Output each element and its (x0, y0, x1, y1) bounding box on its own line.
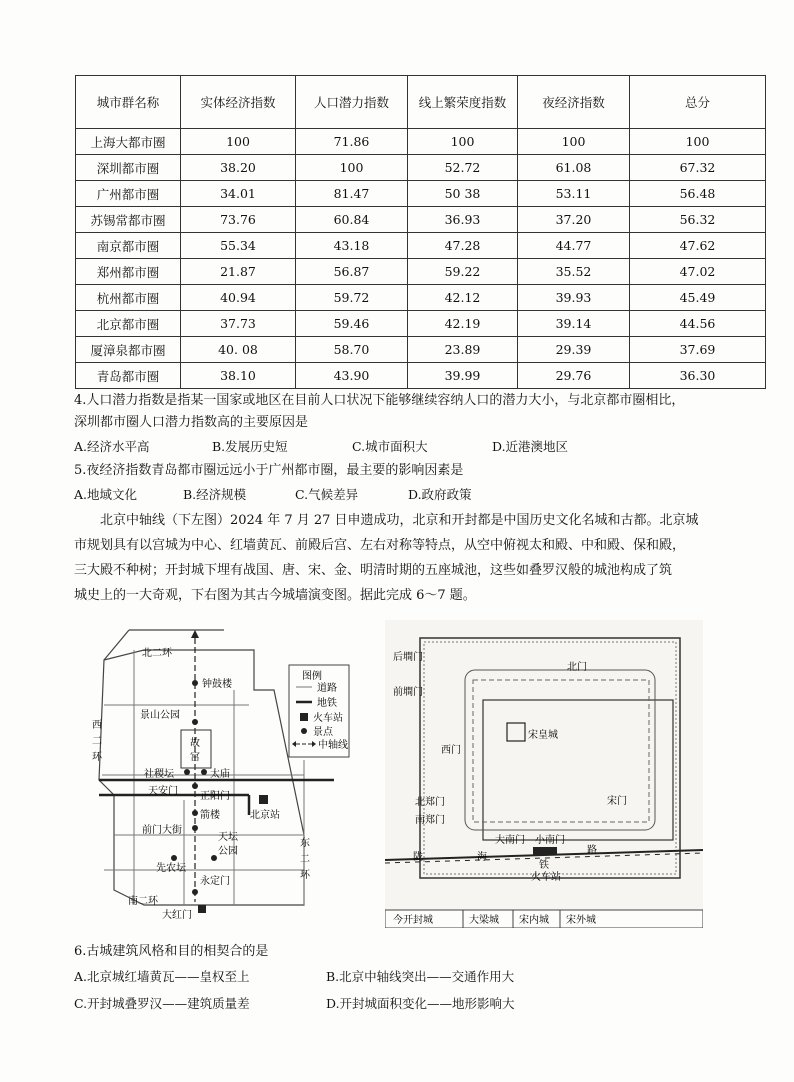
table-cell: 61.08 (518, 155, 630, 181)
passage-line1 (74, 508, 768, 533)
label-west-ring-1: 西 (92, 720, 102, 731)
table-cell: 39.14 (518, 311, 630, 337)
header-cell: 城市群名称 (76, 76, 181, 129)
table-cell: 34.01 (181, 181, 296, 207)
table-cell: 39.99 (408, 363, 518, 389)
label-tiantan-1: 天坛 (218, 832, 238, 843)
label-tiananmen: 天安门 (148, 786, 178, 797)
table-cell: 67.32 (630, 155, 766, 181)
table-row (76, 337, 766, 363)
table-cell: 59.46 (296, 311, 408, 337)
legend-kaifeng-today: 今开封城 (393, 915, 433, 926)
legend-song-outer: 宋外城 (566, 915, 596, 926)
q4-option-a: A.经济水平高 (74, 439, 150, 454)
table-cell: 44.56 (630, 311, 766, 337)
table-cell: 郑州都市圈 (76, 259, 181, 285)
table-row (76, 129, 766, 155)
label-east-ring-3: 环 (300, 870, 310, 881)
legend-daliang: 大梁城 (469, 915, 499, 926)
table-cell: 37.20 (518, 207, 630, 233)
label-yongdingmen: 永定门 (200, 876, 230, 887)
label-lu: 路 (587, 845, 597, 856)
legend-station: 火车站 (313, 713, 343, 724)
table-cell: 23.89 (408, 337, 518, 363)
label-qianmen: 前门大街 (142, 825, 182, 836)
header-cell: 实体经济指数 (181, 76, 296, 129)
q5-option-d: D.政府政策 (408, 487, 472, 502)
label-qianbimen: 前墹门 (393, 687, 423, 698)
table-cell: 42.19 (408, 311, 518, 337)
label-beijingzhan: 北京站 (250, 810, 280, 821)
label-hai: 海 (477, 852, 487, 863)
label-east-ring-2: 二 (300, 854, 310, 865)
header-cell: 线上繁荣度指数 (408, 76, 518, 129)
q5-option-b: B.经济规模 (183, 487, 247, 502)
table-cell: 37.73 (181, 311, 296, 337)
q5-option-c: C.气候差异 (295, 487, 359, 502)
label-huochezhan: 火车站 (531, 872, 561, 883)
table-cell: 59.22 (408, 259, 518, 285)
q4-option-b: B.发展历史短 (212, 439, 288, 454)
label-beimen: 北门 (567, 662, 587, 673)
table-row (76, 233, 766, 259)
label-danamen: 大南门 (495, 835, 525, 846)
table-cell: 56.48 (630, 181, 766, 207)
passage-line4: 城史上的一大奇观，下右图为其古今城墙演变图。据此完成 6～7 题。 (74, 588, 476, 603)
q6-option-a: A.北京城红墙黄瓦——皇权至上 (74, 969, 250, 984)
label-jianlou: 箭楼 (200, 810, 220, 821)
table-cell: 52.72 (408, 155, 518, 181)
table-cell: 100 (296, 155, 408, 181)
label-dahongmen: 大红门 (162, 910, 192, 921)
table-cell: 38.10 (181, 363, 296, 389)
label-xiannongtan: 先农坛 (156, 863, 186, 874)
label-north-ring: 北二环 (142, 648, 172, 659)
passage-line3: 三大殿不种树；开封城下埋有战国、唐、宋、金、明清时期的五座城池，这些如叠罗汉般的城池构成了筑 (74, 563, 673, 578)
table-cell: 37.69 (630, 337, 766, 363)
table-cell: 广州都市圈 (76, 181, 181, 207)
label-houbimen: 后墹门 (393, 652, 423, 663)
table-cell: 59.72 (296, 285, 408, 311)
label-zhonggulou: 钟鼓楼 (202, 679, 232, 690)
label-south-ring: 南二环 (128, 896, 158, 907)
table-row (76, 155, 766, 181)
table-cell: 81.47 (296, 181, 408, 207)
table-cell: 36.93 (408, 207, 518, 233)
table-cell: 50 38 (408, 181, 518, 207)
table-cell: 43.18 (296, 233, 408, 259)
legend-title: 图例 (302, 671, 322, 682)
passage-text: 北京中轴线（下左图）2024 年 7 月 27 日申遗成功，北京和开封都是中国历史文化名城和古都。北京城 (100, 513, 699, 528)
beijing-axis-map (74, 620, 352, 925)
q5-option-a: A.地域文化 (74, 487, 138, 502)
label-gugong-2: 宫 (190, 752, 200, 763)
label-tiantan-2: 公园 (218, 846, 238, 857)
label-east-ring-1: 东 (300, 838, 310, 849)
q6-option-d: D.开封城面积变化——地形影响大 (326, 996, 515, 1011)
table-row (76, 363, 766, 389)
table-cell: 47.02 (630, 259, 766, 285)
q4-option-d: D.近港澳地区 (492, 439, 569, 454)
passage-line2: 市规划具有以宫城为中心、红墙黄瓦、前殿后宫、左右对称等特点，从空中俯视太和殿、中和殿、保和殿， (74, 538, 686, 553)
table-cell: 100 (408, 129, 518, 155)
legend-spot: 景点 (313, 727, 333, 738)
question-4-line1: 4.人口潜力指数是指某一国家或地区在目前人口状况下能够继续容纳人口的潜力大小，与北京都市圈相比， (74, 393, 685, 408)
table-cell: 60.84 (296, 207, 408, 233)
legend-axis: 中轴线 (318, 740, 348, 751)
label-jingshan: 景山公园 (140, 710, 180, 721)
data-table (75, 75, 766, 389)
table-header-row (76, 76, 766, 129)
table-cell: 55.34 (181, 233, 296, 259)
label-beizhengmen: 北郑门 (415, 797, 445, 808)
table-cell: 厦漳泉都市圈 (76, 337, 181, 363)
table-cell: 深圳都市圈 (76, 155, 181, 181)
table-cell: 47.28 (408, 233, 518, 259)
table-cell: 39.93 (518, 285, 630, 311)
legend-road: 道路 (317, 683, 337, 694)
label-songhuangcheng: 宋皇城 (528, 730, 558, 741)
question-6-stem: 6.古城建筑风格和目的相契合的是 (74, 944, 269, 959)
table-cell: 43.90 (296, 363, 408, 389)
table-cell: 29.76 (518, 363, 630, 389)
label-xiaonanmen: 小南门 (535, 835, 565, 846)
header-cell: 夜经济指数 (518, 76, 630, 129)
table-row (76, 259, 766, 285)
table-cell: 44.77 (518, 233, 630, 259)
label-nanzhengmen: 南郑门 (415, 815, 445, 826)
table-cell: 56.32 (630, 207, 766, 233)
table-cell: 38.20 (181, 155, 296, 181)
label-west-ring-2: 二 (92, 736, 102, 747)
table-cell: 53.11 (518, 181, 630, 207)
legend-song-inner: 宋内城 (519, 915, 549, 926)
label-tie: 铁 (539, 860, 549, 871)
table-cell: 杭州都市圈 (76, 285, 181, 311)
table-cell: 21.87 (181, 259, 296, 285)
table-row (76, 181, 766, 207)
q4-option-c: C.城市面积大 (352, 439, 428, 454)
label-gugong-1: 故 (190, 738, 200, 749)
question-5-stem: 5.夜经济指数青岛都市圈远远小于广州都市圈，最主要的影响因素是 (74, 463, 464, 478)
table-cell: 36.30 (630, 363, 766, 389)
table-cell: 42.12 (408, 285, 518, 311)
table-cell: 35.52 (518, 259, 630, 285)
table-cell: 青岛都市圈 (76, 363, 181, 389)
table-cell: 上海大都市圈 (76, 129, 181, 155)
label-west-ring-3: 环 (92, 752, 102, 763)
label-songmen: 宋门 (607, 796, 627, 807)
table-cell: 73.76 (181, 207, 296, 233)
table-cell: 56.87 (296, 259, 408, 285)
table-cell: 100 (518, 129, 630, 155)
kaifeng-wall-map (385, 620, 703, 928)
table-cell: 47.62 (630, 233, 766, 259)
question-4-line2: 深圳都市圈人口潜力指数高的主要原因是 (74, 415, 309, 430)
table-cell: 100 (630, 129, 766, 155)
table-cell: 45.49 (630, 285, 766, 311)
table-row (76, 207, 766, 233)
table-cell: 40.94 (181, 285, 296, 311)
table-cell: 71.86 (296, 129, 408, 155)
table-cell: 100 (181, 129, 296, 155)
label-zhengyangmen: 正阳门 (200, 791, 230, 802)
legend-metro: 地铁 (317, 698, 337, 709)
table-cell: 南京都市圈 (76, 233, 181, 259)
table-cell: 苏锡常都市圈 (76, 207, 181, 233)
table-row (76, 285, 766, 311)
table-row (76, 311, 766, 337)
q6-option-b: B.北京中轴线突出——交通作用大 (326, 969, 515, 984)
label-ximen: 西门 (441, 745, 461, 756)
table-cell: 29.39 (518, 337, 630, 363)
q6-option-c: C.开封城叠罗汉——建筑质量差 (74, 996, 250, 1011)
table-cell: 58.70 (296, 337, 408, 363)
label-long: 陇 (413, 852, 423, 863)
table-cell: 北京都市圈 (76, 311, 181, 337)
header-cell: 人口潜力指数 (296, 76, 408, 129)
table-cell: 40. 08 (181, 337, 296, 363)
label-taimiao: 太庙 (210, 769, 230, 780)
label-shejitan: 社稷坛 (144, 769, 174, 780)
header-cell: 总分 (630, 76, 766, 129)
